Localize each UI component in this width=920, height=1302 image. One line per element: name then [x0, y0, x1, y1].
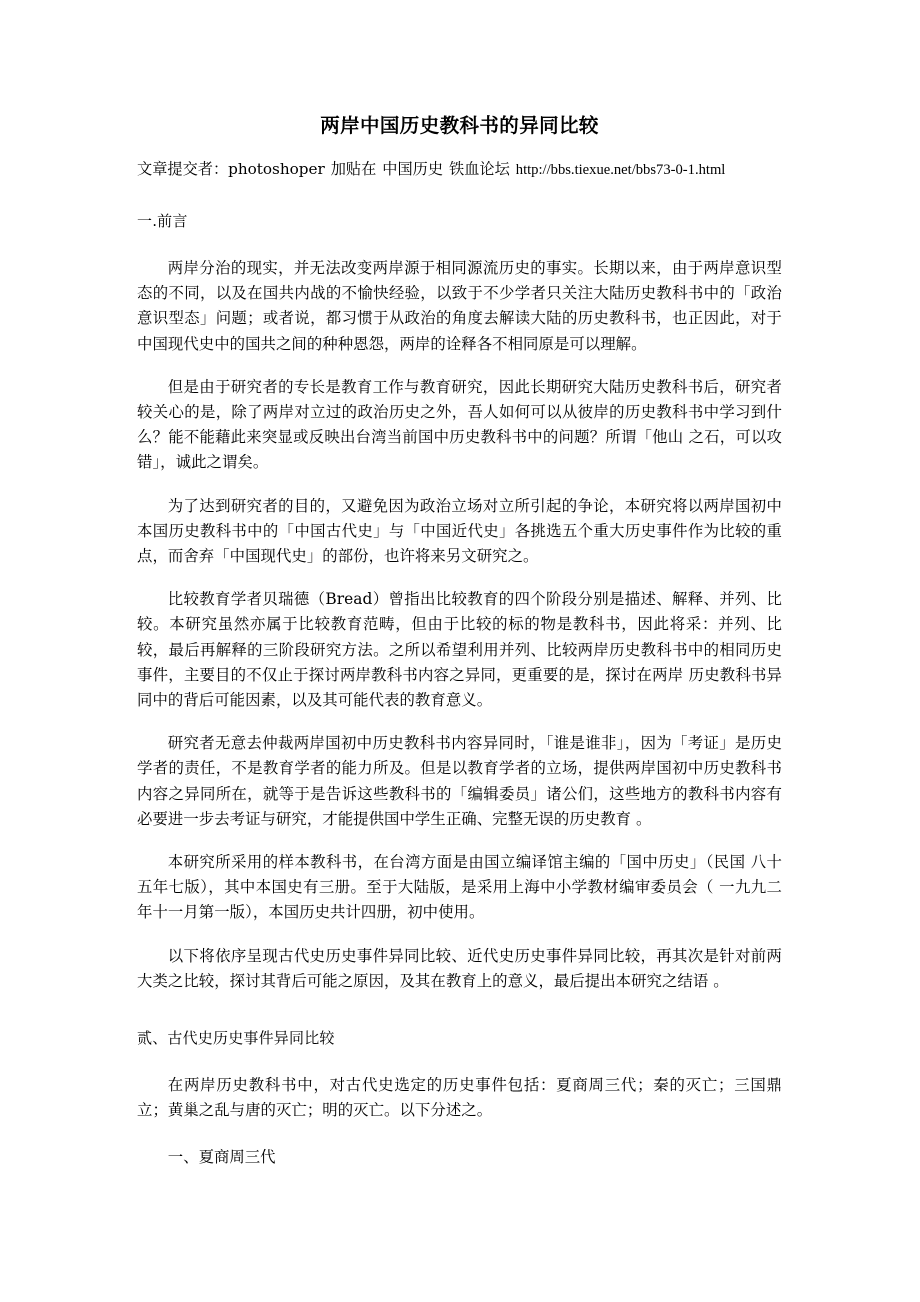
byline-author: photoshoper [228, 160, 325, 178]
paragraph-preface-2: 但是由于研究者的专长是教育工作与教育研究，因此长期研究大陆历史教科书后，研究者较关心的是，除了两岸对立过的政治历史之外，吾人如何可以从彼岸的历史教科书中学习到什么？能不能藉此来突显或反映出台湾当前国中历史教科书中的问题？所谓「他山 之石，可以攻错」，诚此之谓矣。 [137, 377, 782, 472]
byline-board: 中国历史 [382, 160, 444, 178]
paragraph-preface-6: 本研究所采用的样本教科书，在台湾方面是由国立编译馆主编的「国中历史」（民国 八十五年七版），其中本国史有三册。至于大陆版，是采用上海中小学教材编审委员会（ 一九九二年十一月第一版），本国历史共计四册，初中使用。 [137, 853, 782, 922]
paragraph-preface-7: 以下将依序呈现古代史历史事件异同比较、近代史历史事件异同比较，再其次是针对前两大类之比较，探讨其背后可能之原因，及其在教育上的意义，最后提出本研究之结语 。 [137, 946, 782, 990]
byline-url[interactable]: http://bbs.tiexue.net/bbs73-0-1.html [515, 162, 726, 178]
byline-forum: 铁血论坛 [449, 160, 510, 178]
document-content [137, 0, 782, 1171]
paragraph-preface-1: 两岸分治的现实，并无法改变两岸源于相同源流历史的事实。长期以来，由于两岸意识型态的不同，以及在国共内战的不愉快经验，以致于不少学者只关注大陆历史教科书中的「政治意识型态」问题；或者说，都习惯于从政治的角度去解读大陆的历史教科书，也正因此，对于中国现代史中的国共之间的种种恩怨，两岸的诠释各不相同原是可以理解。 [137, 259, 782, 353]
paragraph-preface-4: 比较教育学者贝瑞德（Bread）曾指出比较教育的四个阶段分别是描述、解释、并列、比较。本研究虽然亦属于比较教育范畴，但由于比较的标的物是教科书，因此将采：并列、比较，最后再解释的三阶段研究方法。之所以希望利用并列、比较两岸历史教科书中的相同历史事件，主要目的不仅止于探讨两岸教科书内容之异同，更重要的是，探讨在两岸 历史教科书异同中的背后可能因素，以及其可能代表的教育意义。 [137, 590, 782, 710]
section-heading-preface: 一.前言 [137, 212, 188, 230]
byline [137, 139, 782, 182]
paragraph-ancient-1: 在两岸历史教科书中，对古代史选定的历史事件包括：夏商周三代；秦的灭亡；三国鼎立；黄巢之乱与唐的灭亡；明的灭亡。以下分述之。 [137, 1076, 782, 1120]
byline-label: 文章提交者： [137, 160, 229, 178]
subheading-xia-shang-zhou: 一、夏商周三代 [167, 1148, 276, 1167]
page-title: 两岸中国历史教科书的异同比较 [320, 114, 599, 137]
section-heading-ancient-history: 贰、古代史历史事件异同比较 [137, 1029, 335, 1048]
byline-action: 加贴在 [330, 160, 377, 178]
paragraph-preface-5: 研究者无意去仲裁两岸国初中历史教科书内容异同时，「谁是谁非」，因为「考证」是历史学者的责任，不是教育学者的能力所及。但是以教育学者的立场，提供两岸国初中历史教科书内容之异同所在，就等于是告诉这些教科书的「编辑委员」诸公们，这些地方的教科书内容有必要进一步去考证与研究，才能提供国中学生正确、完整无误的历史教育 。 [137, 734, 782, 828]
paragraph-preface-3: 为了达到研究者的目的，又避免因为政治立场对立所引起的争论，本研究将以两岸国初中本国历史教科书中的「中国古代史」与「中国近代史」各挑选五个重大历史事件作为比较的重点，而舍弃「中国现代史」的部份，也许将来另文研究之。 [137, 496, 782, 566]
